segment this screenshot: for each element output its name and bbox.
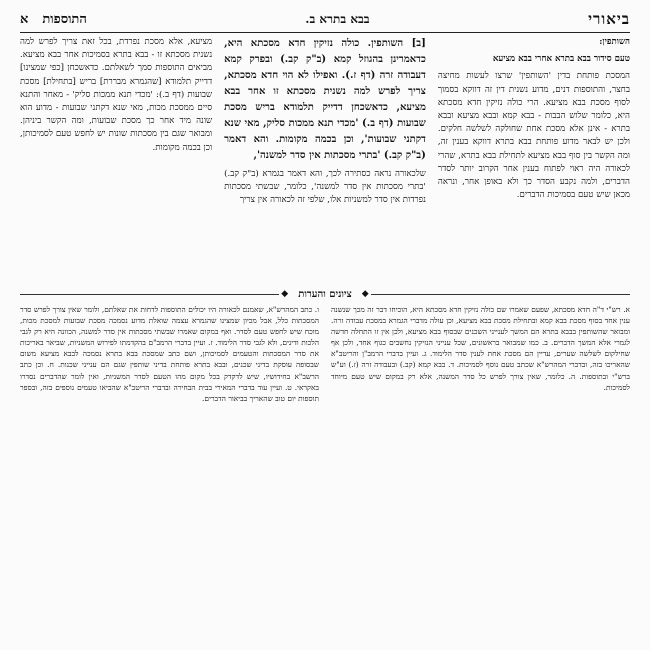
right-commentary-column <box>438 36 630 282</box>
divider-line-left <box>20 294 279 295</box>
right-column-body: המסכת פותחת בדין 'השותפין' שרצו לעשות מחיצה בחצר, והתוספות דנים, מדוע נשנית דין זה דווקא בסמוך לסוף מסכת בבא מציעא. הרי כולה נזיקין חדא מסכתא היא, כלומר שלוש הבבות - בבא קמא ובבא מציעא ובבא בתרא - אינן אלא מסכת אחת שחולקה לשלשה חלקים. ולכן יש לבאר מדוע פותחת בבא בתרא דווקא בענין זה, ומה הקשר בין סוף בבא מציעא לתחילת בבא בתרא, שהרי לכאורה היה ראוי לפתוח בענין אחר הקרוב יותר לסדר הדברים, ולמה נקבע הסדר כך ולא באופן אחר, ונראה מכאן שיש טעם בסמיכות הדברים. <box>437 71 630 201</box>
header-tractate: בבא בתרא ב. <box>305 11 370 26</box>
center-bottom-text: שלכאורה נראה כסתירה לכך, והא דאמר בגמרא (ב"ק קב.) 'בתרי מסכתות אין סדר למשנה', כלומר, שבשתי מסכתות נפרדות אין סדר למשניות אלו, שלפי זה לכאורה אין צריך <box>224 169 426 206</box>
header-book-title: ביאורי <box>588 9 630 28</box>
notes-right-column <box>331 304 630 642</box>
notes-section <box>20 304 630 642</box>
main-columns <box>20 36 630 282</box>
center-marker: [ב] <box>411 38 426 49</box>
header-section: התוספות <box>42 12 87 27</box>
right-column-label: השותפין: <box>599 37 630 47</box>
notes-title: ציונים והערות <box>298 288 352 300</box>
notes-left-text: ו. כתב המהרש"א, שאמנם לכאורה היו יכולים התוספות לדחות את שאלתם, ולומר שאין צורך לפרש סדר המסכתות כלל, אבל מכיון שמצינו שהגמרא עצמה שואלת מדוע נסמכה מסכת שבועות למסכת מכות, מוכח שיש לחפש טעם לסדר. ואף במקום שאמרו שבשתי מסכתות אין סדר למשנה, הכוונה היא רק לגבי הלכות ודינים, ולא לגבי סדר הלימוד. ז. ועיין בדברי הרמב"ם בהקדמתו לפירוש המשניות, שביאר באריכות את סדר המסכתות והטעמים לסמיכותן, ושם כתב שמסכת בבא בתרא נסמכה לבבא מציעא משום שבסופה עוסקת בדיני שכנים, ובבא בתרא פותחת בדיני שותפין שגם הם ענייני שכנות. ח. וכן כתב הרשב"א בחידושיו, שיש לדקדק בכל מקום מהו הטעם לסדר המשניות, ואין לומר שהדברים נסדרו באקראי. ט. ועיין עוד בדברי המאירי בבית הבחירה ובדברי הריטב"א שהביאו טעמים נוספים בזה, ובספר תוספות יום טוב שהאריך בביאור הדברים. <box>20 305 319 403</box>
page-header <box>20 6 630 33</box>
notes-divider <box>20 286 630 302</box>
ornament-icon: ◆ <box>281 289 289 299</box>
ornament-icon: ◆ <box>361 289 369 299</box>
header-page-number: א <box>20 12 29 27</box>
notes-left-column <box>20 304 319 642</box>
header-left-group <box>20 11 87 27</box>
notes-right-text: א. רש"י ד"ה חדא מסכתא, שפעם שאמרו שם כולה נזיקין חדא מסכתא היא, הוכיחו דבר זה מכך שנשנה ענין אחד בסוף מסכת בבא קמא ובתחילת מסכת בבא מציעא, וכן עולה מדברי הגמרא במסכת עבודה זרה. ומבואר שהשותפין בבבא בתרא הם המשך לענייני השכנים שבסוף בבא מציעא, ולכן אין זו התחלה חדשה לגמרי אלא המשך הדברים. ב. כמו שמבואר בראשונים, שכל ענייני הנזיקין נחשבים כגוף אחד, ולכן אף שחילקום לשלשה שערים, עדיין הם מסכת אחת לענין סדר הלימוד. ג. ועיין בדברי הרמב"ן והריטב"א שהאריכו בזה, ובדברי המהרש"א שכתב טעם נוסף לסמיכות. ד. בבא קמא (קב.) ובעבודה זרה (ז.) וע"ש ברש"י ובתוספות. ה. כלומר, שאין צורך לפרש כל סדר המשנה, אלא רק במקום שיש טעם מיוחד לסמיכות. <box>331 305 630 392</box>
left-column-body: מציעא, אלא מסכת נפרדת, בכל זאת צריך לפרש למה נשנית מסכתא זו - בבא בתרא בסמיכות אחר בבא מציעא. מביאים התוספות סמך לשאלתם. כדאשכחן [כפי שמצינו] דדייק תלמודא [שהגמרא מבררת] בריש [בתחילת] מסכת שבועות (דף ב.): 'מכדי תנא ממכות סליק' - מאחר והתנא סיים ממסכת מכות, מאי שנא דקתני שבועות - מדוע הוא שונה מיד אחר כך מסכת שבועות, ומה הקשר ביניהן. ומבואר שגם בין מסכתות שונות יש לחפש טעם לסמיכותן, וכן בכמה מקומות. <box>20 37 213 153</box>
center-tosafot-text: השותפין. כולה נזיקין חדא מסכתא היא, כדאמרינן בהגוזל קמא (ב"ק קב.) ובפרק קמא דעבודה זרה (דף ז.). ואפילו לא הוי חדא מסכתא, צריך לפרש למה נשנית מסכתא זו אחר בבא מציעא, כדאשכחן דדייק תלמודא בריש מסכת שבועות (דף ב.) 'מכדי תנא ממכות סליק, מאי שנא דקתני שבועות', וכן בכמה מקומות. והא דאמר (ב"ק קב.) 'בתרי מסכתות אין סדר למשנה', <box>224 38 426 161</box>
center-tosafot-column <box>224 36 426 282</box>
right-column-subheading: טעם סידור בבא בתרא אחרי בבא מציעא <box>492 54 630 65</box>
left-commentary-column <box>20 36 212 282</box>
divider-line-right <box>371 294 630 295</box>
